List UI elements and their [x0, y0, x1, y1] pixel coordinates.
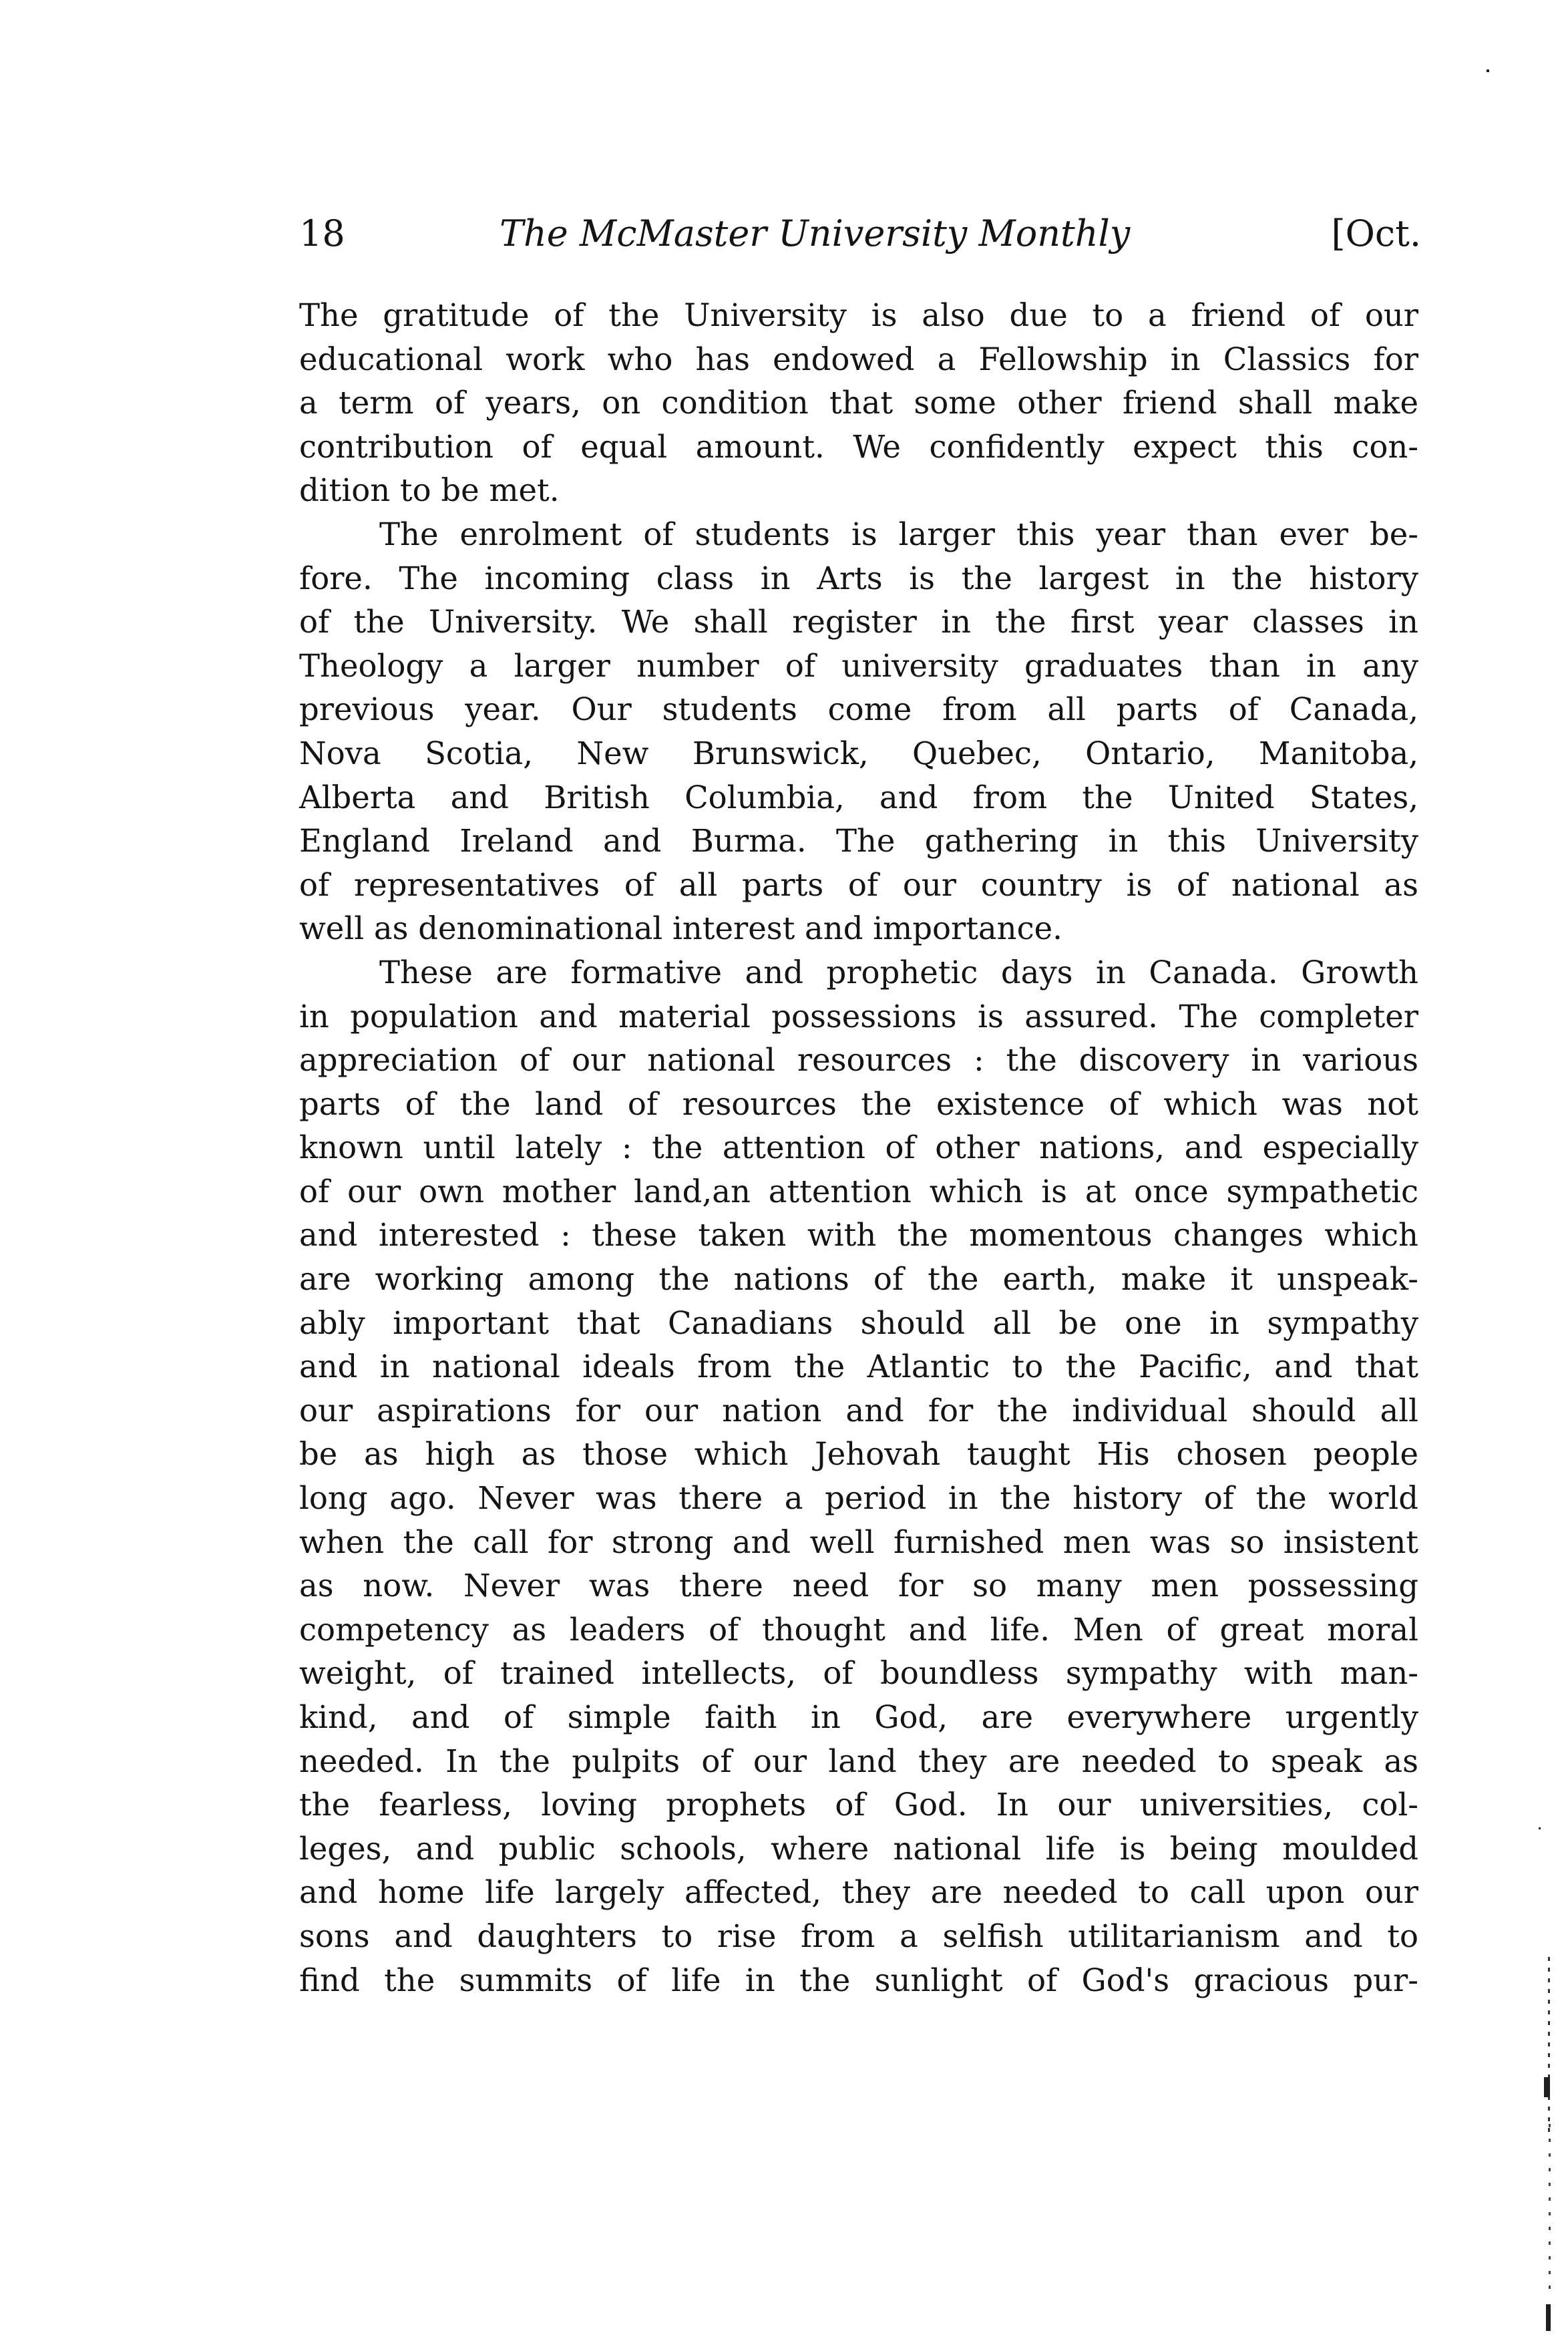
- paragraph: [299, 294, 1418, 513]
- text-line: previous year. Our students come from all parts of Canada,: [299, 691, 1418, 728]
- scan-edge-mark: [1546, 2304, 1551, 2331]
- text-line: when the call for strong and well furnished men was so insistent: [299, 1523, 1418, 1560]
- text-line: Nova Scotia, New Brunswick, Quebec, Ontario, Manitoba,: [299, 735, 1418, 771]
- scan-speck: [1487, 69, 1489, 72]
- text-line: be as high as those which Jehovah taught His chosen people: [299, 1436, 1418, 1473]
- text-line: as now. Never was there need for so many men possessing: [299, 1568, 1418, 1604]
- page-number: 18: [299, 212, 345, 254]
- scan-edge-mark: [1544, 2077, 1550, 2097]
- text-line: sons and daughters to rise from a selfish utilitarianism and to: [299, 1918, 1418, 1954]
- text-line: of our own mother land,an attention which is at once sympathetic: [299, 1173, 1418, 1210]
- text-line: fore. The incoming class in Arts is the largest in the history: [299, 560, 1418, 596]
- paragraph: [299, 951, 1418, 2002]
- text-line: dition to be met.: [299, 472, 560, 509]
- text-line: and interested : these taken with the momentous changes which: [299, 1217, 1418, 1254]
- body-text: [299, 294, 1418, 2002]
- text-line: and home life largely affected, they are needed to call upon our: [299, 1874, 1418, 1911]
- running-head: [299, 212, 1421, 266]
- text-line: known until lately : the attention of other nations, and especially: [299, 1129, 1418, 1166]
- text-line: our aspirations for our nation and for the individual should all: [299, 1392, 1418, 1429]
- paragraph: [299, 513, 1418, 951]
- journal-title: The McMaster University Monthly: [500, 212, 1131, 254]
- text-line: a term of years, on condition that some other friend shall make: [299, 385, 1418, 421]
- text-line: appreciation of our national resources : the discovery in various: [299, 1042, 1418, 1079]
- text-line: the fearless, loving prophets of God. In our universities, col-: [299, 1787, 1418, 1823]
- text-line: find the summits of life in the sunlight of God's gracious pur-: [299, 1962, 1418, 1998]
- text-line: ably important that Canadians should all be one in sympathy: [299, 1304, 1418, 1341]
- text-line: England Ireland and Burma. The gathering in this University: [299, 823, 1418, 860]
- text-line: leges, and public schools, where national life is being moulded: [299, 1830, 1418, 1867]
- text-line: of the University. We shall register in the first year classes in: [299, 604, 1418, 641]
- text-line: well as denominational interest and importance.: [299, 910, 1062, 947]
- text-line: long ago. Never was there a period in the history of the world: [299, 1480, 1418, 1517]
- text-line: and in national ideals from the Atlantic to the Pacific, and that: [299, 1348, 1418, 1385]
- text-line: competency as leaders of thought and life. Men of great moral: [299, 1611, 1418, 1648]
- text-line: kind, and of simple faith in God, are everywhere urgently: [299, 1699, 1418, 1735]
- text-line: Alberta and British Columbia, and from the United States,: [299, 779, 1418, 816]
- issue-month: [Oct.: [1331, 212, 1421, 254]
- text-line: Theology a larger number of university graduates than in any: [299, 647, 1418, 684]
- text-line: in population and material possessions is assured. The completer: [299, 998, 1418, 1035]
- text-line: contribution of equal amount. We confidently expect this con-: [299, 428, 1418, 465]
- text-line: weight, of trained intellects, of boundless sympathy with man-: [299, 1655, 1418, 1692]
- scan-speck: [1539, 1827, 1541, 1829]
- text-line: The gratitude of the University is also due to a friend of our: [299, 297, 1418, 333]
- text-line: educational work who has endowed a Fellowship in Classics for: [299, 341, 1418, 377]
- text-line: These are formative and prophetic days in Canada. Growth: [379, 954, 1418, 990]
- scan-edge-marks: [1549, 2124, 1551, 2291]
- text-line: are working among the nations of the earth, make it unspeak-: [299, 1261, 1418, 1298]
- text-line: of representatives of all parts of our country is of national as: [299, 866, 1418, 903]
- text-line: parts of the land of resources the existence of which was not: [299, 1085, 1418, 1122]
- text-line: The enrolment of students is larger this year than ever be-: [379, 516, 1418, 552]
- text-line: needed. In the pulpits of our land they are needed to speak as: [299, 1743, 1418, 1779]
- scan-edge-marks: [1548, 1957, 1550, 2137]
